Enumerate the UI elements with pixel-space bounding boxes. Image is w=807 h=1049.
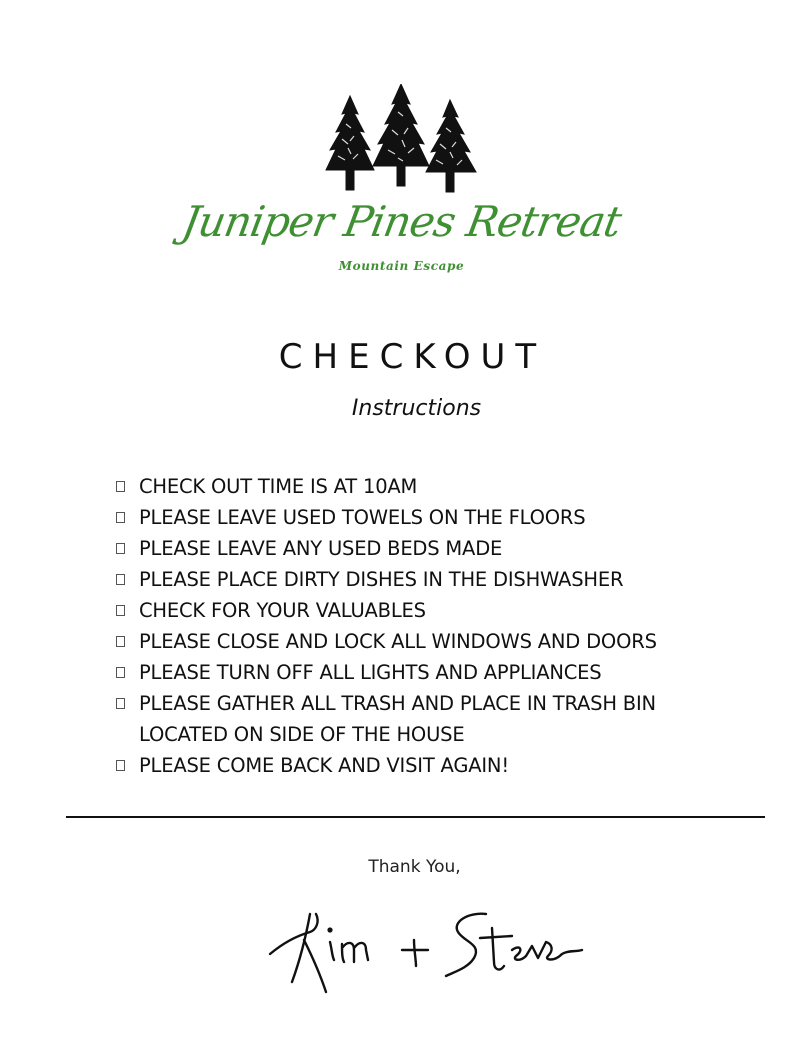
checklist-item-text: PLEASE LEAVE USED TOWELS ON THE FLOORS <box>139 506 586 529</box>
brand-name: Juniper Pines Retreat <box>178 197 625 246</box>
checklist-item <box>114 502 774 533</box>
brand-logo <box>0 80 807 280</box>
checklist-item-text: CHECK OUT TIME IS AT 10AM <box>139 475 418 498</box>
checkbox-icon <box>116 698 125 709</box>
checklist-item <box>114 626 774 657</box>
pine-trees-icon <box>318 84 484 196</box>
checklist-item-text: PLEASE COME BACK AND VISIT AGAIN! <box>139 754 509 777</box>
checklist-item-text: PLEASE TURN OFF ALL LIGHTS AND APPLIANCES <box>139 661 602 684</box>
checkbox-icon <box>116 605 125 616</box>
signature <box>262 900 602 1000</box>
checklist-item-text: PLEASE GATHER ALL TRASH AND PLACE IN TRASH BIN <box>139 692 656 715</box>
checklist-item <box>114 750 774 781</box>
checkbox-icon <box>116 667 125 678</box>
checklist-item <box>114 688 774 750</box>
checkbox-icon <box>116 636 125 647</box>
checkbox-icon <box>116 512 125 523</box>
checklist-item <box>114 471 774 502</box>
checklist-item <box>114 657 774 688</box>
checklist-item-text: PLEASE CLOSE AND LOCK ALL WINDOWS AND DOORS <box>139 630 657 653</box>
checkbox-icon <box>116 481 125 492</box>
checklist-item-text: PLEASE LEAVE ANY USED BEDS MADE <box>139 537 503 560</box>
checklist-item <box>114 533 774 564</box>
page-subtitle: Instructions <box>351 396 482 421</box>
page-title: CHECKOUT <box>278 337 547 377</box>
checklist-item-text-continued: LOCATED ON SIDE OF THE HOUSE <box>139 723 465 746</box>
checkout-checklist <box>114 471 774 781</box>
checkbox-icon <box>116 543 125 554</box>
divider <box>66 816 765 818</box>
checkbox-icon <box>116 760 125 771</box>
brand-tagline: Mountain Escape <box>338 259 465 273</box>
checklist-item <box>114 564 774 595</box>
checklist-item-text: CHECK FOR YOUR VALUABLES <box>139 599 426 622</box>
closing-text: Thank You, <box>368 857 461 877</box>
checklist-item <box>114 595 774 626</box>
checkbox-icon <box>116 574 125 585</box>
checklist-item-text: PLEASE PLACE DIRTY DISHES IN THE DISHWASHER <box>139 568 624 591</box>
